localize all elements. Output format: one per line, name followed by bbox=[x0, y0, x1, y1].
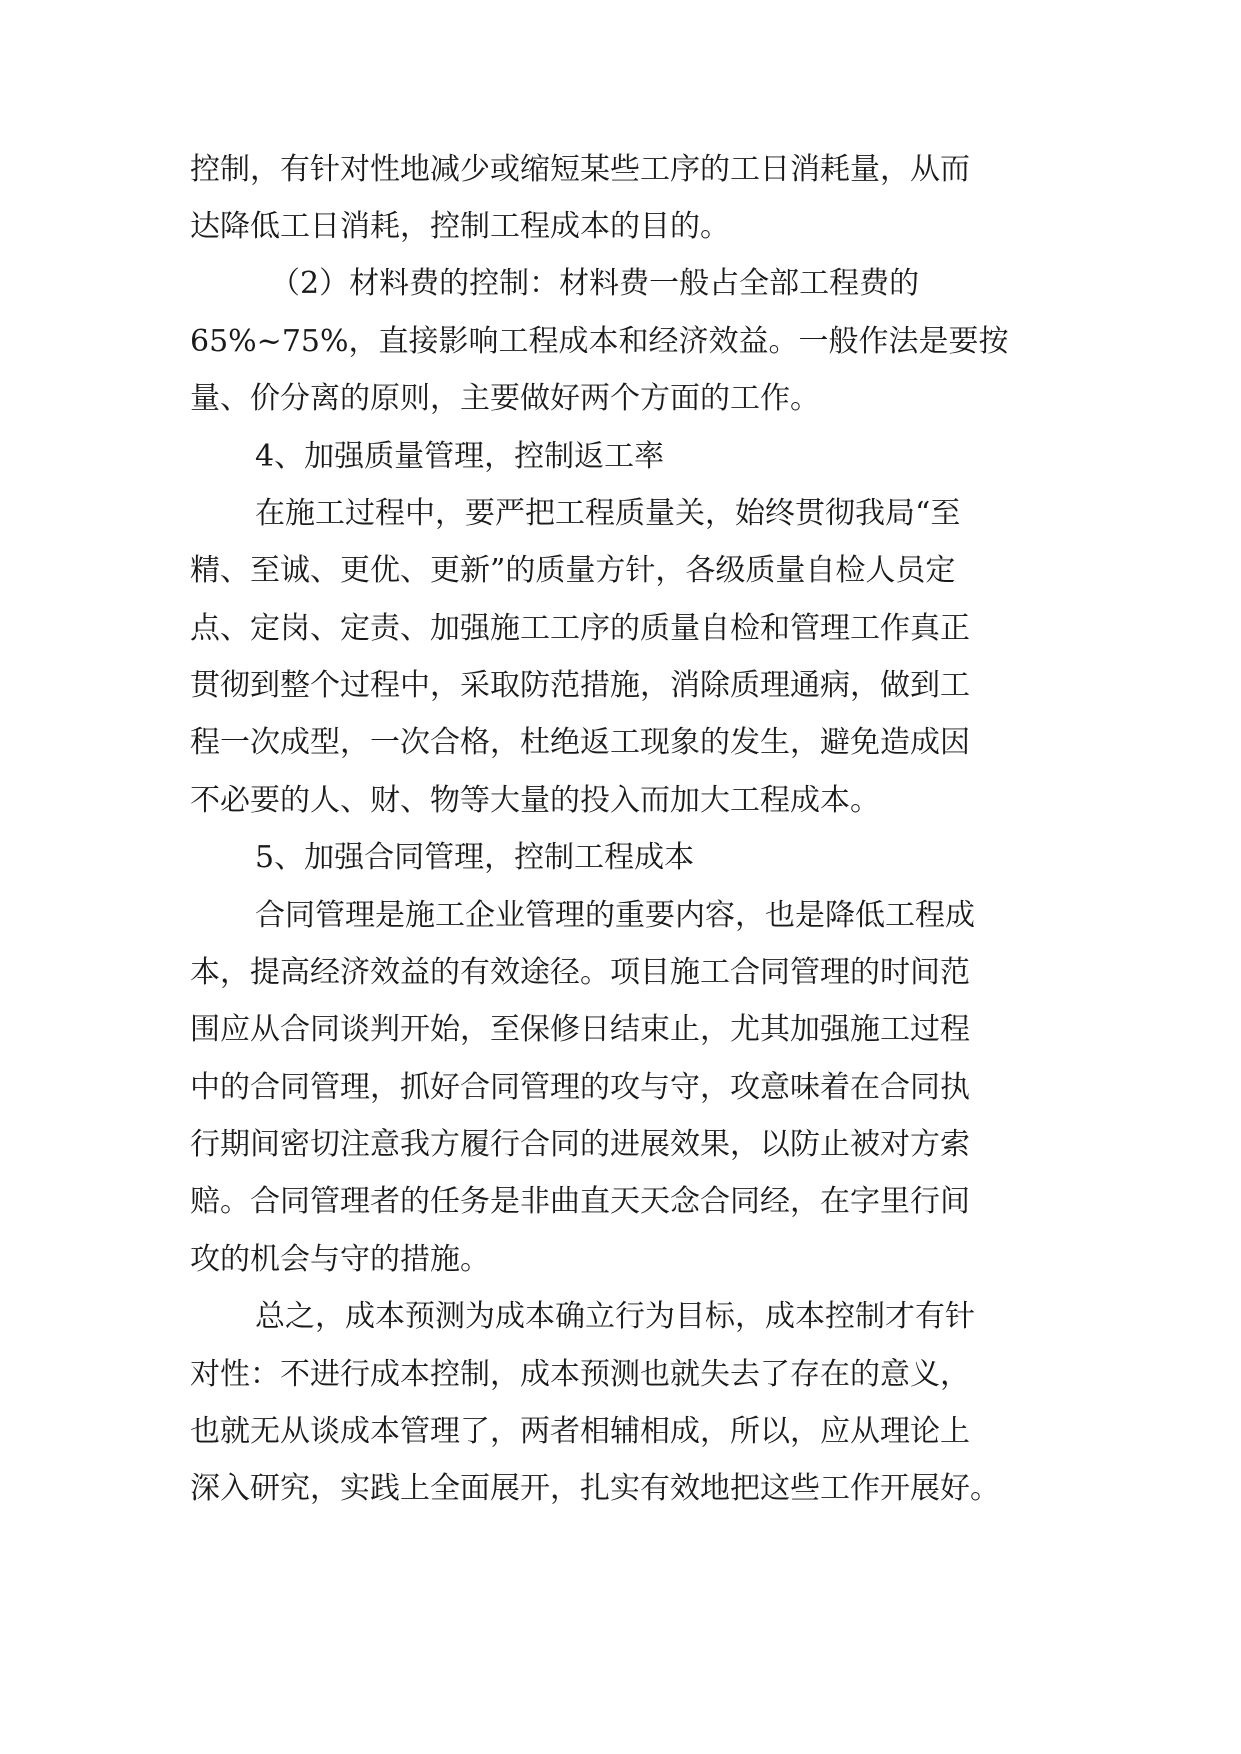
text-line: 本，提高经济效益的有效途径。项目施工合同管理的时间范 bbox=[190, 955, 970, 990]
subsection-heading: （2）材料费的控制：材料费一般占全部工程费的 bbox=[270, 266, 920, 301]
text-line: 达降低工日消耗，控制工程成本的目的。 bbox=[190, 209, 730, 244]
text-line: 围应从合同谈判开始，至保修日结束止，尤其加强施工过程 bbox=[190, 1012, 970, 1047]
text-line: 也就无从谈成本管理了，两者相辅相成，所以，应从理论上 bbox=[190, 1414, 970, 1449]
text-line: 在施工过程中，要严把工程质量关，始终贯彻我局“至 bbox=[255, 496, 961, 531]
text-line: 行期间密切注意我方履行合同的进展效果，以防止被对方索 bbox=[190, 1127, 970, 1162]
text-line: 量、价分离的原则，主要做好两个方面的工作。 bbox=[190, 381, 820, 416]
text-line: 点、定岗、定责、加强施工工序的质量自检和管理工作真正 bbox=[190, 611, 970, 646]
text-line: 深入研究，实践上全面展开，扎实有效地把这些工作开展好。 bbox=[190, 1471, 1000, 1506]
text-line: 攻的机会与守的措施。 bbox=[190, 1242, 490, 1277]
text-line: 总之，成本预测为成本确立行为目标，成本控制才有针 bbox=[255, 1299, 975, 1334]
text-line: 赔。合同管理者的任务是非曲直天天念合同经，在字里行间 bbox=[190, 1184, 970, 1219]
text-line: 合同管理是施工企业管理的重要内容，也是降低工程成 bbox=[255, 898, 975, 933]
text-line: 65%~75%，直接影响工程成本和经济效益。一般作法是要按 bbox=[190, 324, 1009, 359]
section-heading: 5、加强合同管理，控制工程成本 bbox=[255, 840, 695, 875]
text-line: 精、至诚、更优、更新”的质量方针，各级质量自检人员定 bbox=[190, 553, 956, 588]
text-line: 程一次成型，一次合格，杜绝返工现象的发生，避免造成因 bbox=[190, 725, 970, 760]
section-heading: 4、加强质量管理，控制返工率 bbox=[255, 439, 665, 474]
text-line: 控制，有针对性地减少或缩短某些工序的工日消耗量，从而 bbox=[190, 152, 970, 187]
text-line: 贯彻到整个过程中，采取防范措施，消除质理通病，做到工 bbox=[190, 668, 970, 703]
text-line: 不必要的人、财、物等大量的投入而加大工程成本。 bbox=[190, 783, 880, 818]
text-line: 对性：不进行成本控制，成本预测也就失去了存在的意义， bbox=[190, 1357, 970, 1392]
text-line: 中的合同管理，抓好合同管理的攻与守，攻意味着在合同执 bbox=[190, 1070, 970, 1105]
